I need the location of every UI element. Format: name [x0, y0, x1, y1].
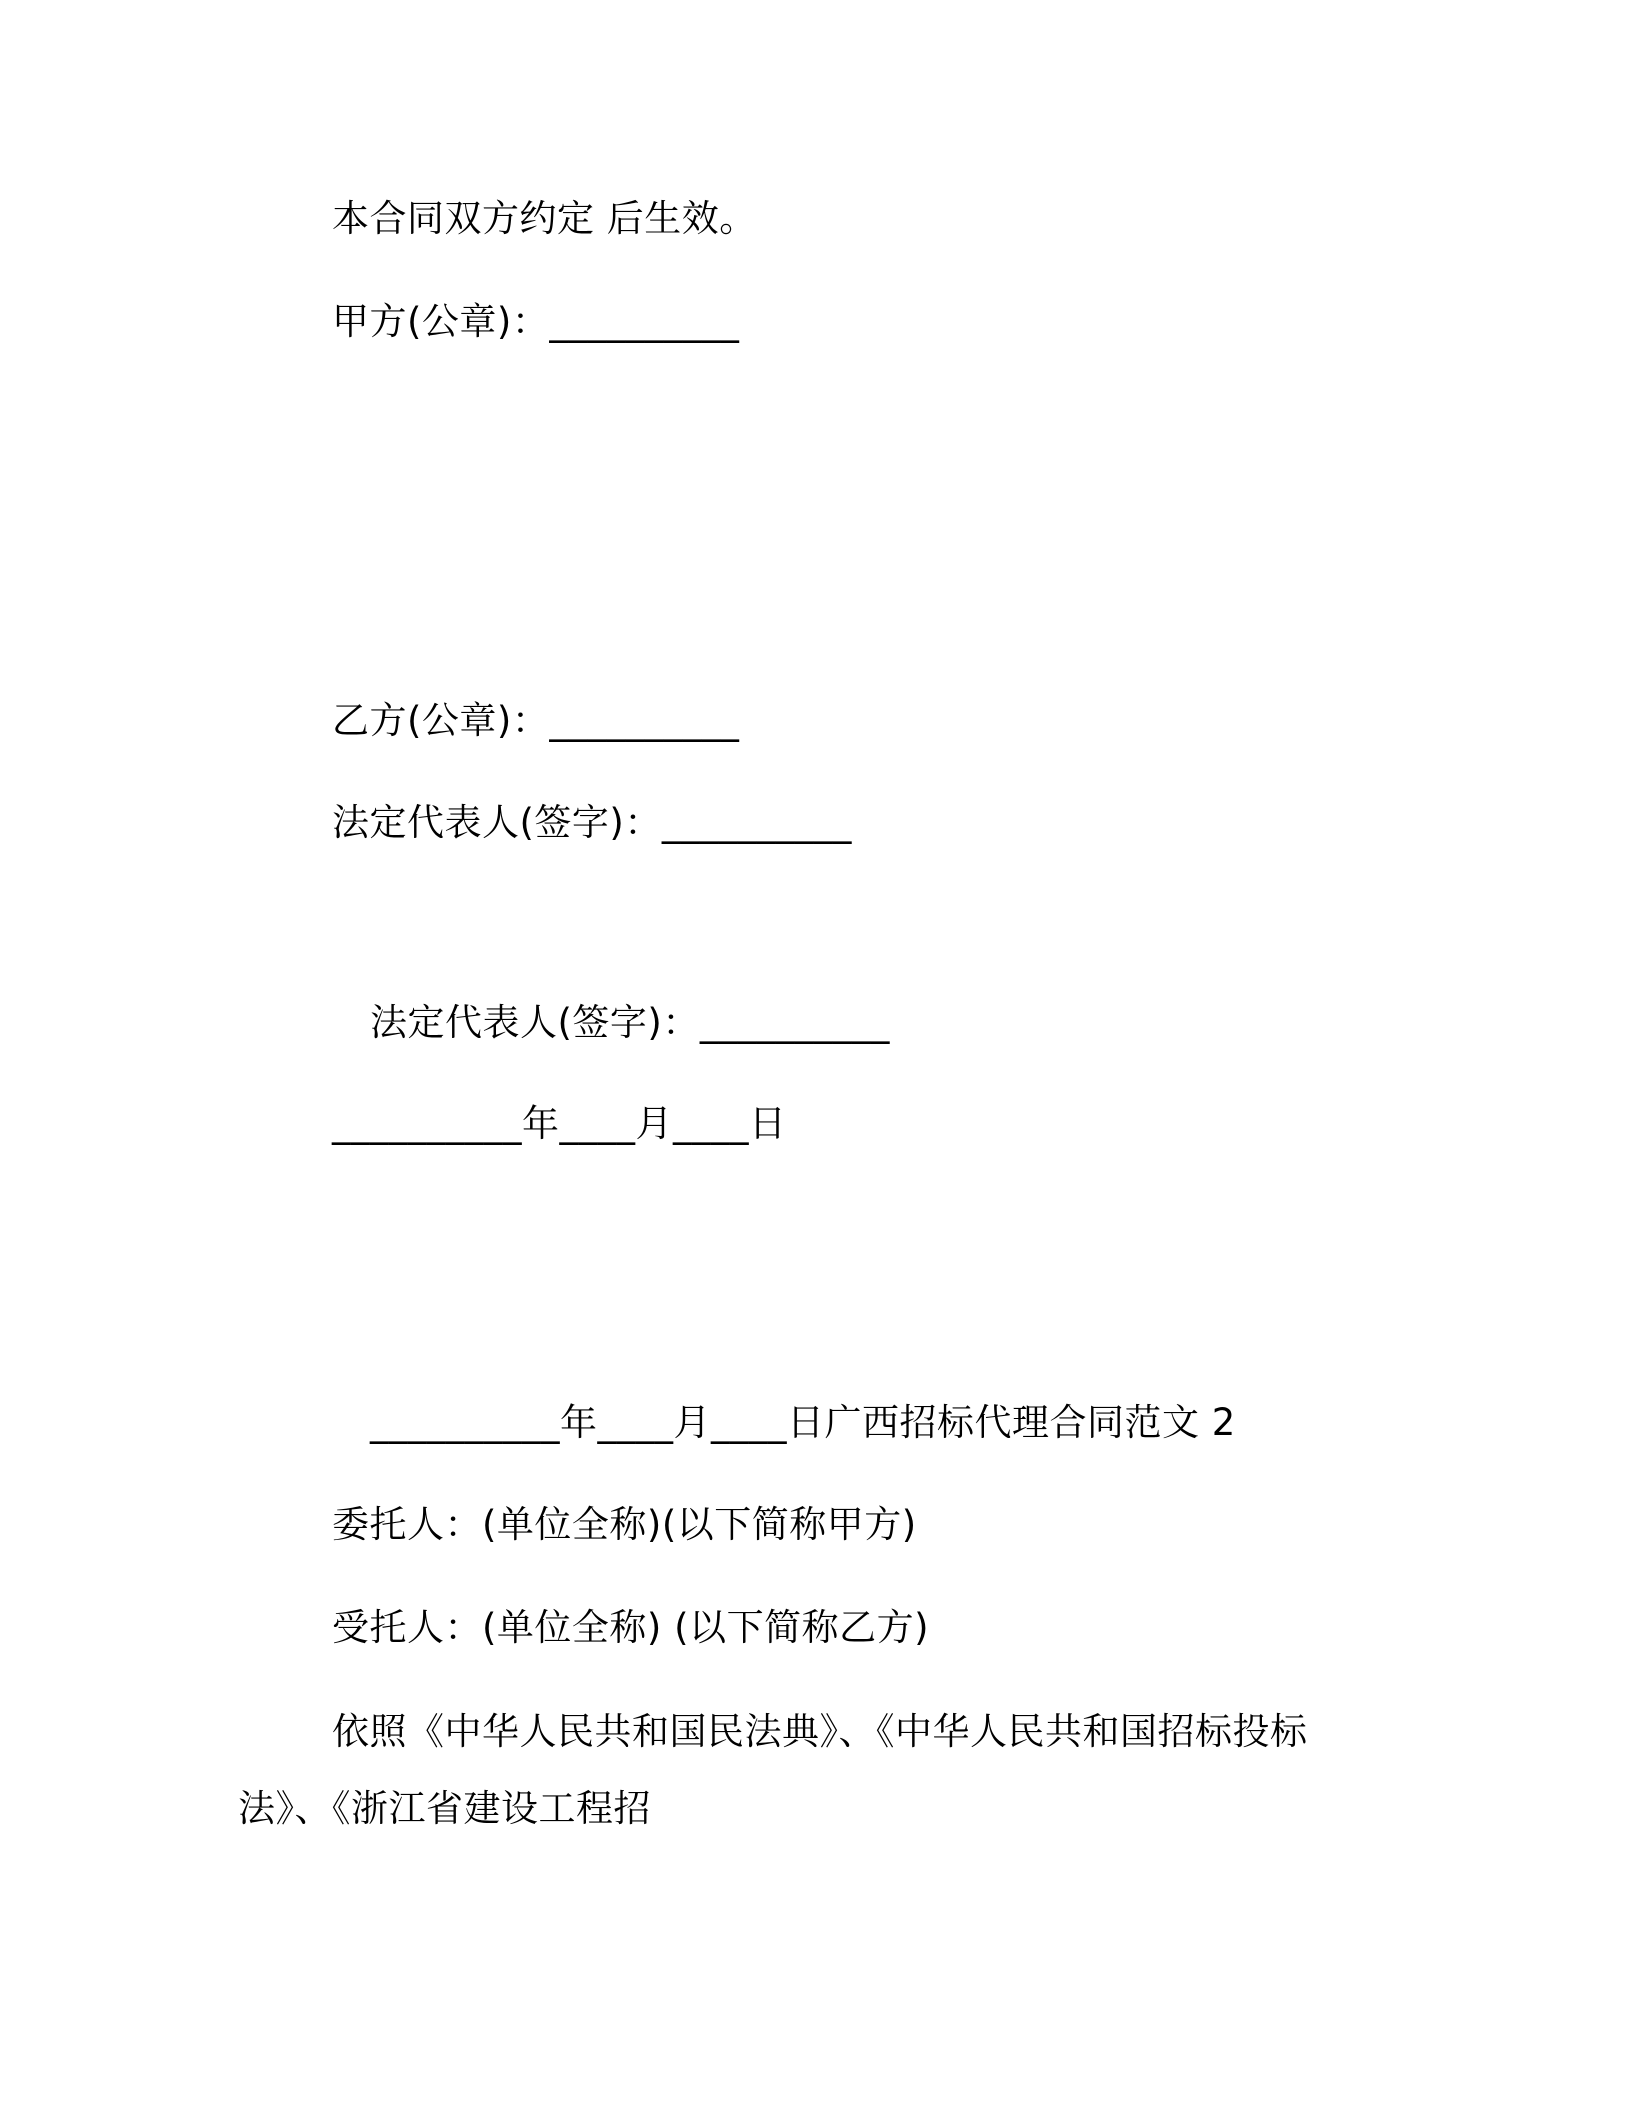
legal-basis-paragraph: 依照《中华人民共和国民法典》、《中华人民共和国招标投标	[332, 1710, 1308, 1753]
effective-clause: 本合同双方约定 后生效。	[332, 197, 757, 240]
party-b-seal-field: 乙方(公章)：__________	[332, 699, 740, 742]
party-a-seal-field: 甲方(公章)：__________	[332, 300, 740, 343]
date-field: __________年____月____日	[332, 1102, 787, 1145]
agent-line: 受托人：(单位全称) (以下简称乙方)	[332, 1606, 930, 1649]
legal-rep-signature-field: 法定代表人(签字)：__________	[332, 801, 852, 844]
date-and-section-title: __________年____月____日广西招标代理合同范文 2	[370, 1401, 1236, 1444]
legal-basis-continuation: 法》、《浙江省建设工程招	[238, 1787, 651, 1830]
legal-rep-signature-field: 法定代表人(签字)：__________	[370, 1001, 890, 1044]
principal-line: 委托人：(单位全称)(以下简称甲方)	[332, 1503, 917, 1546]
